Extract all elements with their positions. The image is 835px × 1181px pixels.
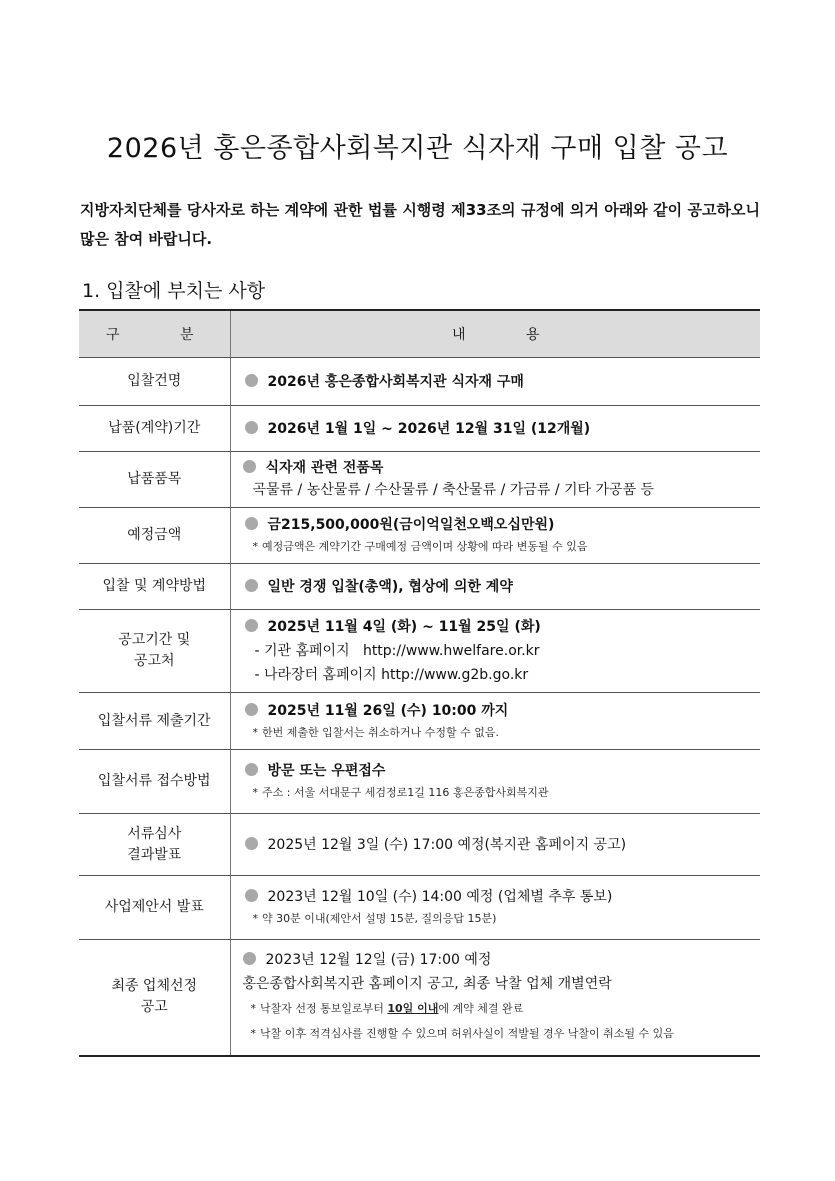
row-value: 2026년 1월 1일 ~ 2026년 12월 31일 (12개월): [267, 420, 591, 437]
row-note: 주소 : 서울 서대문구 세검정로1길 116 홍은종합사회복지관: [262, 786, 549, 799]
row-label-line2: 결과발표: [127, 846, 182, 863]
row-note-2: 낙찰 이후 적격심사를 진행할 수 있으며 허위사실이 적발될 경우 낙찰이 취소될 수 있음: [260, 1027, 674, 1041]
row-note: 한번 제출한 입찰서는 취소하거나 수정할 수 없음.: [262, 725, 499, 739]
row-label: 입찰 및 계약방법: [79, 564, 230, 610]
row-sub-value: 홍은종합사회복지관 홈페이지 공고, 최종 낙찰 업체 개별연락: [242, 976, 612, 993]
row-sub-value: 곡물류 / 농산물류 / 수산물류 / 축산물류 / 가금류 / 기타 가공품 등: [252, 482, 655, 498]
row-value: 2026년 홍은종합사회복지관 식자재 구매: [267, 373, 524, 390]
bullet-icon: [245, 763, 258, 776]
row-note: 예정금액은 계약기간 구매예정 금액이며 상황에 따라 변동될 수 있음: [262, 540, 588, 553]
intro-paragraph: 지방자치단체를 당사자로 하는 계약에 관한 법률 시행령 제33조의 규정에 의거 아래와 같이 공고하오니 많은 참여 바랍니다.: [80, 201, 760, 248]
bullet-icon: [245, 579, 258, 592]
row-label: 서류심사: [127, 825, 182, 842]
table-row: [79, 750, 760, 814]
note-marker: *: [252, 540, 258, 553]
row-label-line2: 공고: [140, 999, 168, 1016]
table-row: [79, 406, 760, 452]
table-row: [79, 358, 760, 406]
note-marker: *: [252, 786, 258, 799]
table-row: [79, 693, 760, 750]
row-value: 2023년 12월 10일 (수) 14:00 예정 (업체별 추후 통보): [267, 889, 613, 905]
row-label: 사업제안서 발표: [79, 876, 230, 940]
bullet-icon: [245, 374, 258, 387]
row-value: 일반 경쟁 입찰(총액), 협상에 의한 계약: [267, 578, 513, 595]
document-title: 2026년 홍은종합사회복지관 식자재 구매 입찰 공고: [106, 133, 729, 164]
bullet-icon: [245, 703, 258, 716]
row-label: 입찰서류 접수방법: [79, 750, 230, 814]
row-value: 2025년 11월 4일 (화) ~ 11월 25일 (화): [267, 619, 541, 635]
table-row: [79, 564, 760, 610]
note-marker: *: [250, 1002, 256, 1016]
row-label: 입찰서류 제출기간: [79, 693, 230, 750]
g2b-link[interactable]: - 나라장터 홈페이지 http://www.g2b.go.kr: [254, 667, 529, 683]
bullet-icon: [245, 837, 258, 850]
row-value: 2023년 12월 12일 (금) 17:00 예정: [265, 952, 492, 969]
row-label: 예정금액: [79, 508, 230, 564]
bullet-icon: [245, 421, 258, 434]
homepage-link[interactable]: - 기관 홈페이지 http://www.hwelfare.or.kr: [254, 643, 540, 659]
note-marker: *: [250, 1027, 256, 1041]
note-marker: *: [252, 912, 258, 925]
row-label: 납품(계약)기간: [79, 406, 230, 452]
row-value: 2025년 11월 26일 (수) 10:00 까지: [267, 702, 509, 719]
row-label-line2: 공고처: [133, 653, 175, 669]
note-marker: *: [252, 725, 258, 739]
header-category: 구 분: [79, 310, 230, 358]
bullet-icon: [243, 460, 256, 473]
section-title: 1. 입찰에 부치는 사항: [82, 280, 266, 302]
bid-info-table: [79, 309, 760, 1057]
row-value: 금215,500,000원(금이억일천오백오십만원): [267, 517, 555, 533]
bullet-icon: [245, 889, 258, 902]
row-note: 낙찰자 선정 통보일로부터: [260, 1002, 388, 1016]
row-note-tail: 에 계약 체결 완료: [438, 1002, 524, 1016]
bullet-icon: [245, 517, 258, 530]
row-label: 입찰건명: [79, 358, 230, 406]
table-row: [79, 508, 760, 564]
table-row: [79, 814, 760, 876]
row-value: 방문 또는 우편접수: [267, 763, 386, 779]
row-label: 납품품목: [79, 452, 230, 508]
table-row: [79, 452, 760, 508]
row-note: 약 30분 이내(제안서 설명 15분, 질의응답 15분): [262, 912, 497, 925]
row-label: 공고기간 및: [118, 632, 191, 648]
bullet-icon: [245, 619, 258, 632]
table-row: [79, 940, 760, 1056]
row-value: 2025년 12월 3일 (수) 17:00 예정(복지관 홈페이지 공고): [267, 836, 627, 853]
row-label: 최종 업체선정: [111, 978, 198, 995]
row-value: 식자재 관련 전품목: [265, 460, 384, 476]
header-content: 내 용: [230, 310, 760, 358]
table-row: [79, 610, 760, 693]
bullet-icon: [243, 952, 256, 965]
table-row: [79, 876, 760, 940]
table-header-row: [79, 310, 760, 358]
row-note-emphasis: 10일 이내: [387, 1002, 439, 1016]
